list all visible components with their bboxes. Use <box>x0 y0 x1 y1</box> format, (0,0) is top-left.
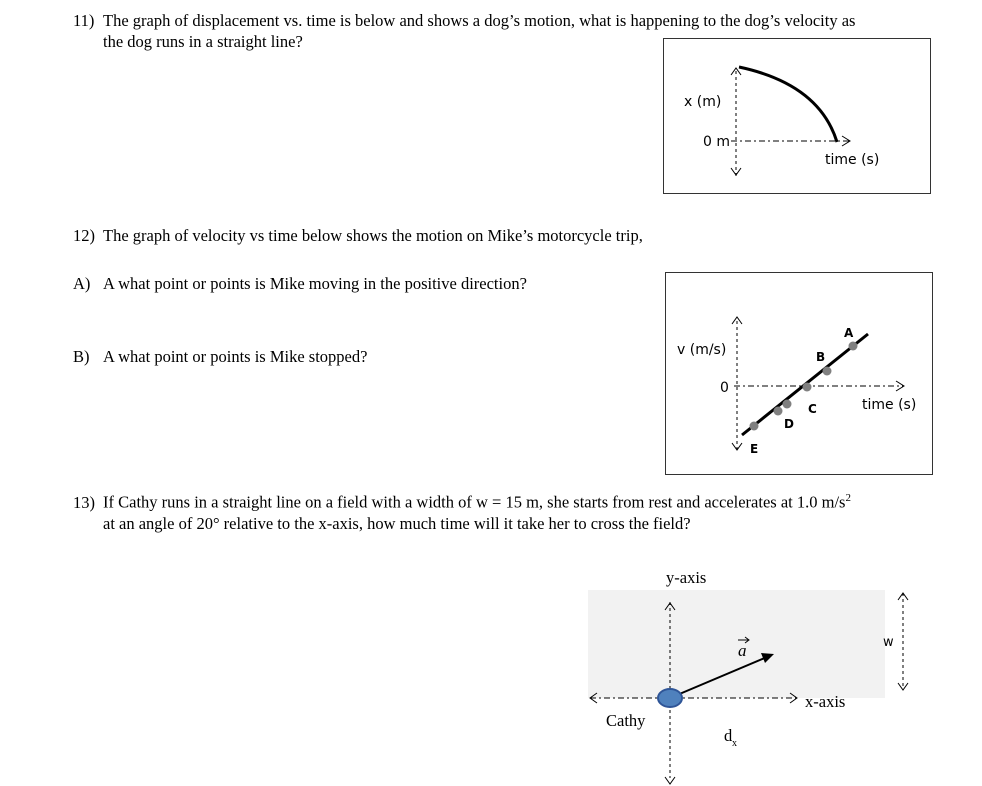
point-b <box>823 367 832 376</box>
part-text: A what point or points is Mike stopped? <box>103 347 368 366</box>
point-c <box>803 383 812 392</box>
y-axis-arrow-down <box>665 777 675 784</box>
displacement-graph <box>663 38 931 194</box>
x-axis-label: time (s) <box>825 152 880 168</box>
point-a <box>849 342 858 351</box>
origin-label: 0 <box>720 380 729 396</box>
field <box>588 590 885 698</box>
y-axis-label: v (m/s) <box>677 342 727 358</box>
field-diagram <box>580 560 920 786</box>
origin-label: 0 m <box>703 134 730 150</box>
question-text-continued: the dog runs in a straight line? <box>103 32 303 51</box>
point-c-label: C <box>808 402 817 416</box>
question-12-part-b <box>73 346 367 367</box>
displacement-graph-svg <box>664 39 930 193</box>
point-e <box>750 422 759 431</box>
displacement-curve <box>739 67 837 142</box>
point-d-label: D <box>784 417 794 431</box>
acceleration-symbol: a <box>738 641 747 660</box>
x-axis-label: x-axis <box>805 692 846 711</box>
question-number: 13) <box>73 492 95 512</box>
question-text: If Cathy runs in a straight line on a field with a width of w = 15 m, she starts from rest and accelerates at 1.0 m/s <box>103 492 846 512</box>
question-number: 12) <box>73 226 95 245</box>
dx-subscript: x <box>732 738 737 749</box>
cathy-label: Cathy <box>606 711 646 730</box>
part-text: A what point or points is Mike moving in the positive direction? <box>103 274 527 293</box>
velocity-graph-svg <box>666 273 932 474</box>
dx-label: d <box>724 726 733 745</box>
exponent: 2 <box>845 492 851 504</box>
question-13 <box>73 488 851 534</box>
part-letter: B) <box>73 347 90 366</box>
y-axis-label: y-axis <box>666 568 707 587</box>
question-text: The graph of displacement vs. time is below and shows a dog’s motion, what is happening to the dog’s velocity as <box>103 11 856 30</box>
velocity-graph <box>665 272 933 475</box>
point-b-label: B <box>816 350 826 364</box>
point-d-upper <box>783 400 792 409</box>
cathy-marker <box>658 689 682 707</box>
question-text-continued: at an angle of 20° relative to the x-axis, how much time will it take her to cross the field? <box>103 513 691 533</box>
width-label: w <box>883 635 894 650</box>
y-axis-label: x (m) <box>684 94 722 110</box>
question-12-part-a <box>73 273 527 294</box>
question-number: 11) <box>73 11 95 30</box>
point-d <box>774 407 783 416</box>
point-e-label: E <box>750 442 759 456</box>
part-letter: A) <box>73 274 91 293</box>
point-a-label: A <box>844 326 854 340</box>
x-axis-label: time (s) <box>862 397 917 413</box>
question-12 <box>73 225 643 246</box>
question-text: The graph of velocity vs time below shows the motion on Mike’s motorcycle trip, <box>103 226 643 245</box>
